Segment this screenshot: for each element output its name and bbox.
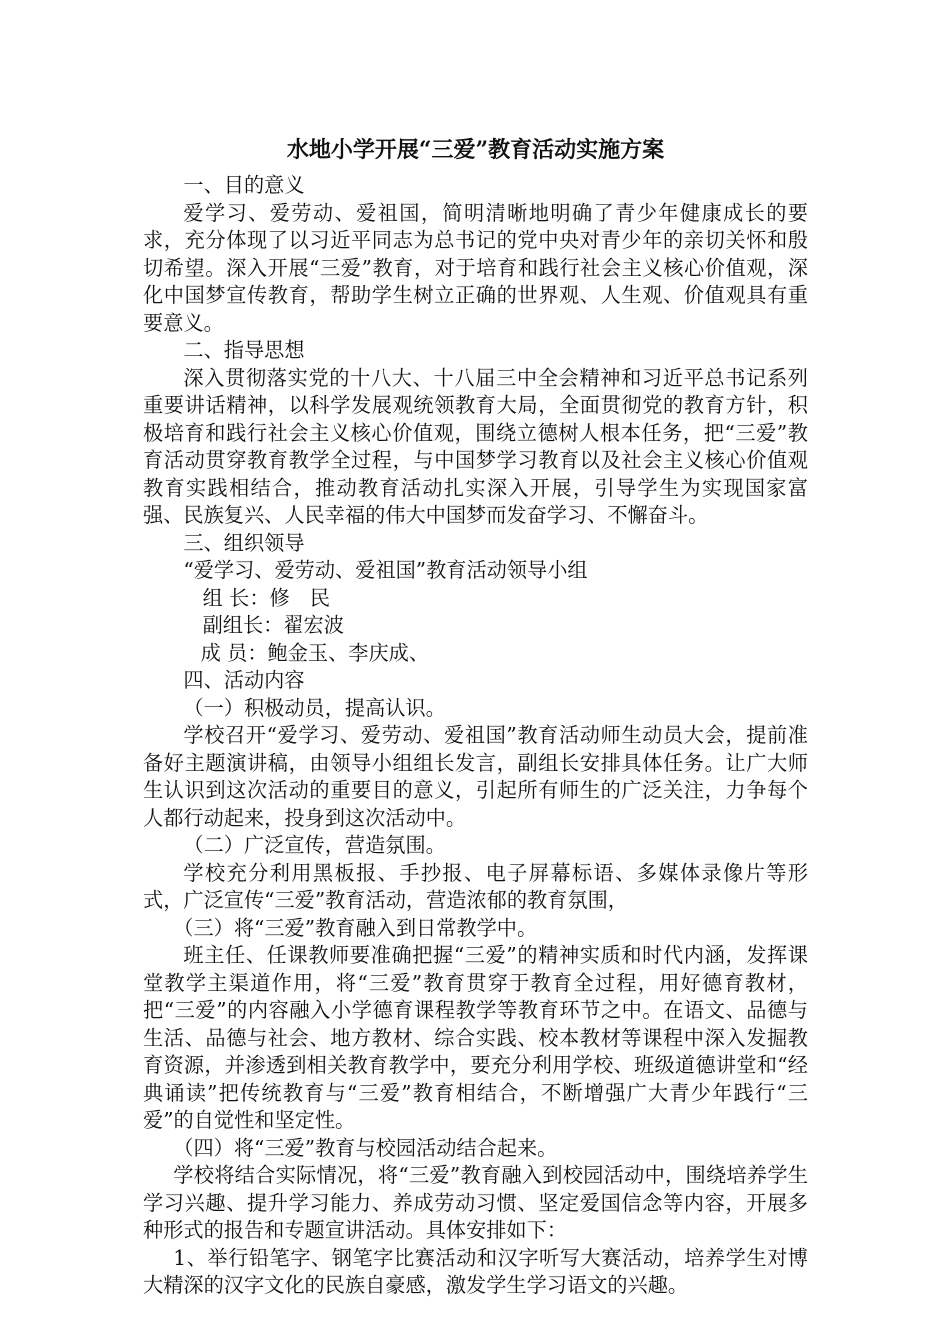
group-deputy-leader: 副组长：翟宏波 [202,613,344,637]
section-heading-activities: 四、活动内容 [183,668,305,692]
paragraph-daily-teaching: 班主任、任课教师要准确把握“三爱”的精神实质和时代内涵，发挥课堂教学主渠道作用，将“三爱”教育贯穿于教育全过程，用好德育教材，把“三爱”的内容融入小学德育课程教学等教育环节之中。在语文、品德与生活、品德与社会、地方教材、综合实践、校本教材等课程中深入发掘教育资源，并渗透到相关教育教学中，要充分利用学校、班级道德讲堂和“经典诵读”把传统教育与“三爱”教育相结合，不断增强广大青少年践行“三爱”的自觉性和坚定性。 [143,943,808,1132]
paragraph-mobilize: 学校召开“爱学习、爱劳动、爱祖国”教育活动师生动员大会，提前准备好主题演讲稿，由领导小组组长发言，副组长安排具体任务。让广大师生认识到这次活动的重要目的意义，引起所有师生的广泛关注，力争每个人都行动起来，投身到这次活动中。 [143,723,808,830]
activity-heading-mobilize: （一）积极动员，提高认识。 [183,695,446,720]
paragraph-guiding-ideology: 深入贯彻落实党的十八大、十八届三中全会精神和习近平总书记系列重要讲话精神，以科学发展观统领教育大局，全面贯彻党的教育方针，积极培育和践行社会主义核心价值观，围绕立德树人根本任务，把“三爱”教育活动贯穿教育教学全过程，与中国梦学习教育以及社会主义核心价值观教育实践相结合，推动教育活动扎实深入开展，引导学生为实现国家富强、民族复兴、人民幸福的伟大中国梦而发奋学习、不懈奋斗。 [143,365,808,527]
section-heading-purpose: 一、目的意义 [183,173,305,197]
document-title: 水地小学开展“三爱”教育活动实施方案 [286,137,665,163]
document-page [143,136,808,1300]
paragraph-purpose: 爱学习、爱劳动、爱祖国，简明清晰地明确了青少年健康成长的要求，充分体现了以习近平同志为总书记的党中央对青少年的亲切关怀和殷切希望。深入开展“三爱”教育，对于培育和践行社会主义核心价值观，深化中国梦宣传教育，帮助学生树立正确的世界观、人生观、价值观具有重要意义。 [143,200,808,335]
paragraph-publicity: 学校充分利用黑板报、手抄报、电子屏幕标语、多媒体录像片等形式，广泛宣传“三爱”教育活动，营造浓郁的教育氛围， [143,860,808,912]
section-heading-guiding-ideology: 二、指导思想 [183,338,305,362]
section-heading-organization: 三、组织领导 [183,530,305,555]
paragraph-campus-activities: 学校将结合实际情况，将“三爱”教育融入到校园活动中，围绕培养学生学习兴趣、提升学习能力、养成劳动习惯、坚定爱国信念等内容，开展多种形式的报告和专题宣讲活动。具体安排如下： [143,1163,808,1242]
group-leader: 组 长：修 民 [202,585,331,610]
group-members: 成 员：鲍金玉、李庆成、 [200,640,430,665]
activity-heading-daily-teaching: （三）将“三爱”教育融入到日常教学中。 [173,915,538,940]
activity-heading-publicity: （二）广泛宣传，营造氛围。 [183,833,446,857]
activity-heading-campus-activities: （四）将“三爱”教育与校园活动结合起来。 [173,1135,558,1160]
leadership-group-name: “爱学习、爱劳动、爱祖国”教育活动领导小组 [183,558,588,582]
list-item-calligraphy-contest: 1、举行铅笔字、钢笔字比赛活动和汉字听写大赛活动，培养学生对博大精深的汉字文化的民族自豪感，激发学生学习语文的兴趣。 [143,1245,808,1297]
